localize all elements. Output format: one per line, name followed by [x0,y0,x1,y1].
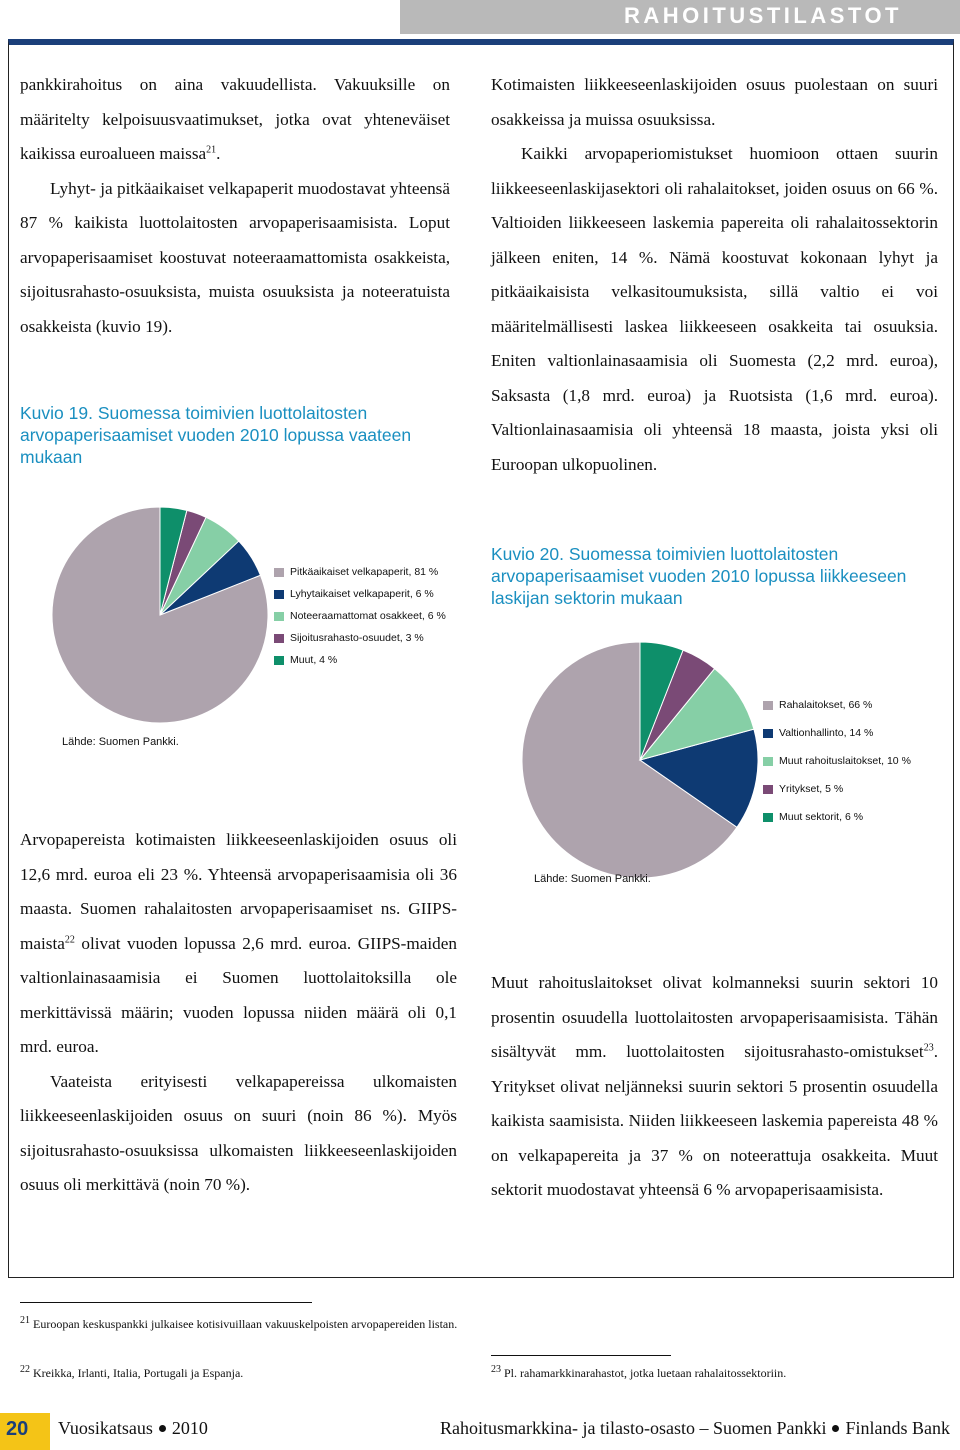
legend-swatch [763,813,773,822]
legend-item [763,783,843,795]
page-number-box [0,1413,50,1450]
page-header [400,0,960,34]
legend-item [274,610,446,622]
publication-year: 2010 [171,1418,208,1438]
legend-label: Lyhytaikaiset velkapaperit, 6 % [290,588,434,600]
figure-20-source: Lähde: Suomen Pankki. [534,873,651,885]
figure-20-legend [763,699,953,829]
legend-item [274,632,424,644]
legend-item [763,811,863,823]
legend-item [274,654,337,666]
figure-19-legend [274,566,474,676]
right-paragraph-2: Kaikki arvopaperiomistukset huomioon ottaen suurin liikkeeseenlaskijasektori oli rahalaitokset, joiden osuus on 66 %. Valtioiden liikkeeseen laskemia papereita oli rahalaitossektorin jälkeen eniten, 14 %. Nämä koostuvat kokonaan lyhyt ja pitkäaikaisista velkasitoumuksista, sillä valtio ei voi määritelmällisesti laskea liikkeeseen osakkeita tai osuuksia. Eniten valtionlainasaamisia oli Suomesta (2,2 mrd. euroa), Saksasta (1,8 mrd. euroa) ja Ruotsista (1,6 mrd. euroa). Valtionlainasaamisia oli yhteensä 18 maasta, joista yksi oli Euroopan ulkopuolinen. [491,144,938,474]
legend-swatch [763,757,773,766]
left-paragraph-4: Vaateista erityisesti velkapapereissa ulkomaisten liikkeeseenlaskijoiden osuus on suuri (noin 86 %). Myös sijoitusrahasto-osuuksissa ulkomaisten liikkeeseenlaskijoiden osuus oli merkittävä (noin 70 %). [20,1071,457,1194]
left-paragraph-2: Lyhyt- ja pitkäaikaiset velkapaperit muodostavat yhteensä 87 % kaikista luottolaitosten arvopaperisaamisista. Loput arvopaperisaamiset koostuvat noteeraamattomista osakkeista, sijoitusrahasto-osuuksista, muista osuuksista ja noteeratuista osakkeista (kuvio 19). [20,178,450,336]
footnote-ref-21: 21 [206,144,217,156]
legend-label: Valtionhallinto, 14 % [779,727,874,739]
left-paragraph-1: pankkirahoitus on aina vakuudellista. Vakuuksille on määritelty kelpoisuusvaatimukset, jotka ovat yhteneväiset kaikissa euroalueen maissa$^{21}$. [20,75,450,163]
figure-19-title: Kuvio 19. Suomessa toimivien luottolaitosten arvopaperisaamiset vuoden 2010 lopussa vaateen mukaan [20,403,412,467]
footnote-ref-22: 22 [64,933,75,945]
legend-label: Muut sektorit, 6 % [779,811,864,823]
left-paragraph-3: Arvopapereista kotimaisten liikkeeseenlaskijoiden osuus oli 12,6 mrd. euroa eli 23 %. Yhteensä arvopaperisaamisia oli 36 maasta. Suomen rahalaitosten arvopaperisaamiset ns. GIIPS-maista$^{22}$ olivat vuoden lopussa 2,6 mrd. euroa. GIIPS-maiden valtionlainasaamisia ei Suomen luottolaitoksilla ole merkittävissä määrin; vuoden lopussa niiden määrä oli 0,1 mrd. euroa. [20,830,457,1056]
bank-name-sv: Finlands Bank [845,1418,950,1438]
legend-swatch [763,785,773,794]
legend-label: Sijoitusrahasto-osuudet, 3 % [290,632,424,644]
footer-right [440,1418,950,1439]
legend-item [274,566,438,578]
legend-swatch [763,701,773,710]
footnote-22: $^{22}$ Kreikka, Irlanti, Italia, Portugali ja Espanja. [20,1364,244,1380]
right-column-top [491,68,938,482]
legend-label: Yritykset, 5 % [779,783,844,795]
legend-swatch [274,590,284,599]
figure-19-pie [50,505,270,725]
right-column-bottom [491,966,938,1208]
legend-label: Rahalaitokset, 66 % [779,699,873,711]
legend-item [274,588,434,600]
legend-swatch [274,656,284,665]
legend-label: Noteeraamattomat osakkeet, 6 % [290,610,446,622]
right-paragraph-1: Kotimaisten liikkeeseenlaskijoiden osuus puolestaan on suuri osakkeissa ja muissa osuuksissa. [491,75,938,129]
footnote-21: $^{21}$ Euroopan keskuspankki julkaisee kotisivuillaan vakuuskelpoisten arvopapereiden listan. [20,1315,458,1331]
department-name: Rahoitusmarkkina- ja tilasto-osasto – Suomen Pankki [440,1418,827,1438]
right-paragraph-3: Muut rahoituslaitokset olivat kolmanneksi suurin sektori 10 prosentin osuudella luottolaitosten arvopaperisaamisista. Tähän sisältyvät mm. luottolaitosten sijoitusrahasto-omistukset$^{23}$. Yritykset olivat neljänneksi suurin sektori 5 prosentin osuudella kaikista saamisista. Niiden liikkeeseen laskemia papereista 48 % on velkapapereita ja 37 % on noteerattuja osakkeita. Muut sektorit muodostavat yhteensä 6 % arvopaperisaamisista. [491,973,938,1199]
bullet-icon [159,1425,166,1432]
section-title: RAHOITUSTILASTOT [623,3,902,28]
footer-left [58,1418,208,1439]
legend-item [763,755,911,767]
legend-swatch [763,729,773,738]
page-number: 20 [6,1418,29,1440]
legend-label: Muut rahoituslaitokset, 10 % [779,755,911,767]
legend-item [763,699,872,711]
legend-swatch [274,634,284,643]
legend-label: Pitkäaikaiset velkapaperit, 81 % [290,566,439,578]
publication-name: Vuosikatsaus [58,1418,153,1438]
figure-20-title: Kuvio 20. Suomessa toimivien luottolaitosten arvopaperisaamiset vuoden 2010 lopussa liikkeeseen laskijan sektorin mukaan [491,544,907,608]
footnote-divider-left [20,1302,312,1303]
footnote-23: $^{23}$ Pl. rahamarkkinarahastot, jotka luetaan rahalaitossektoriin. [491,1364,787,1380]
footnote-ref-23: 23 [923,1042,934,1054]
legend-label: Muut, 4 % [290,654,338,666]
left-column-bottom [20,823,457,1203]
footnote-divider-right [491,1355,671,1356]
figure-19-source: Lähde: Suomen Pankki. [62,736,179,748]
legend-swatch [274,612,284,621]
figure-20-pie [520,640,760,880]
legend-item [763,727,873,739]
bullet-icon [832,1425,839,1432]
left-column-top [20,68,450,344]
legend-swatch [274,568,284,577]
